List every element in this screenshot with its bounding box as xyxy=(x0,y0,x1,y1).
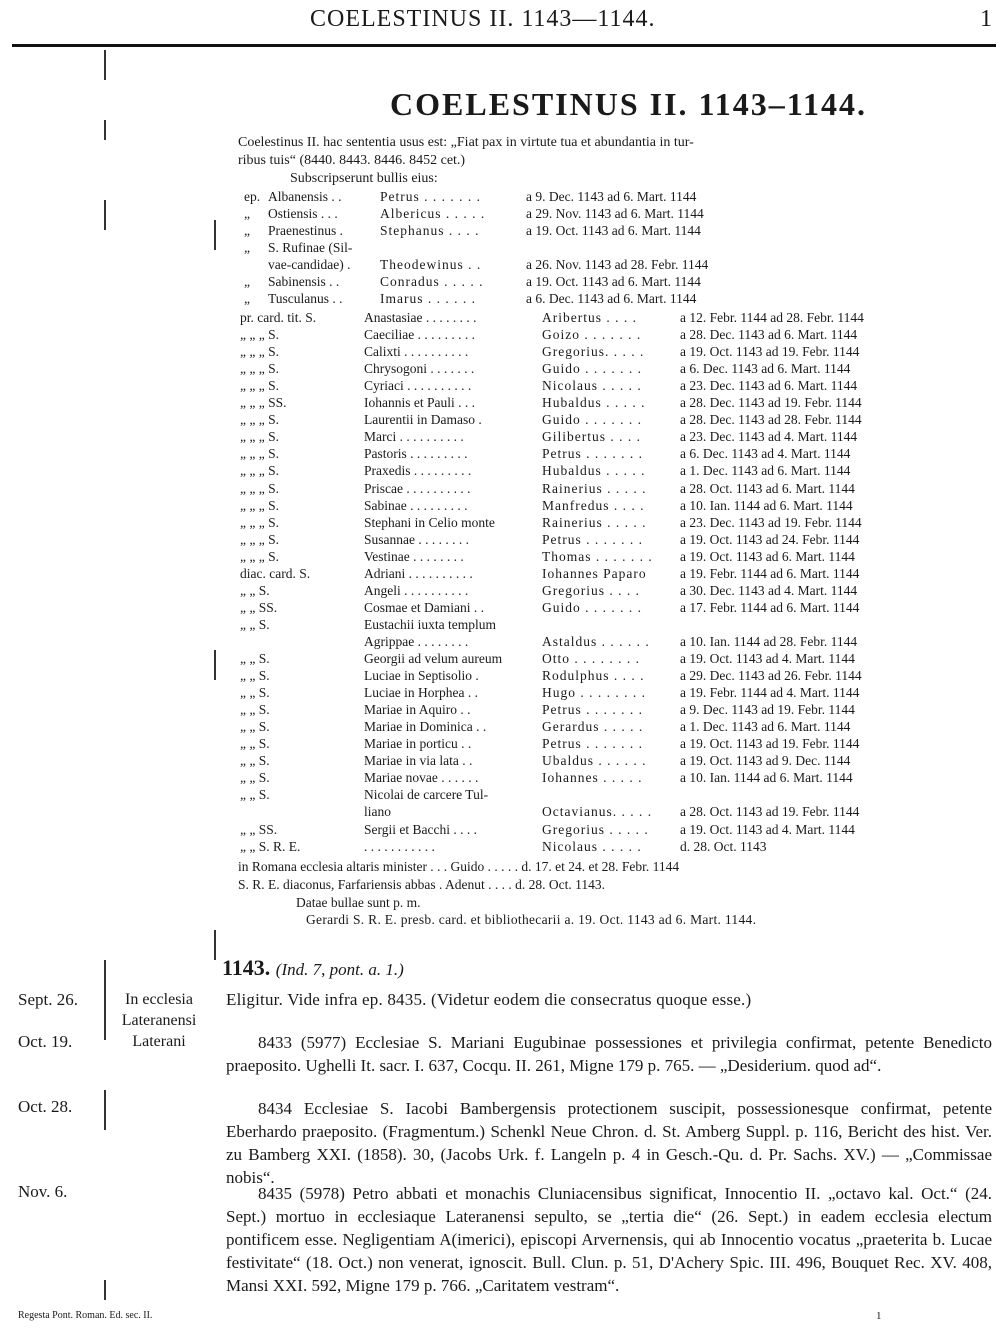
cardinal-prefix: „ „ „ S. xyxy=(240,327,279,343)
cardinal-date: a 19. Oct. 1143 ad 19. Febr. 1144 xyxy=(680,736,860,752)
cardinal-row xyxy=(0,634,1004,651)
cardinal-row xyxy=(0,344,1004,361)
bishop-see: Albanensis . . xyxy=(268,189,342,204)
margin-mark xyxy=(104,50,106,80)
cardinal-name: Nicolaus . . . . . xyxy=(542,838,642,854)
bishop-name: Conradus . . . . . xyxy=(380,274,484,289)
bishop-see: Sabinensis . . xyxy=(268,274,340,289)
cardinal-row xyxy=(0,685,1004,702)
cardinal-church: Luciae in Horphea . . xyxy=(364,685,478,701)
cardinal-date: a 10. Ian. 1144 ad 6. Mart. 1144 xyxy=(680,770,853,786)
bishop-name: Stephanus . . . . xyxy=(380,223,480,238)
entry-place: Laterani xyxy=(132,1033,186,1050)
bishop-date: a 26. Nov. 1143 ad 28. Febr. 1144 xyxy=(526,257,709,272)
cardinal-name: Guido . . . . . . . xyxy=(542,361,642,377)
cardinal-church: Cyriaci . . . . . . . . . . xyxy=(364,378,472,394)
cardinal-church: Georgii ad velum aureum xyxy=(364,651,503,666)
bishop-row xyxy=(0,291,1004,308)
cardinal-name: Petrus . . . . . . . xyxy=(542,736,643,752)
cardinal-name: Nicolaus . . . . . xyxy=(542,378,642,394)
year-heading xyxy=(222,955,404,981)
cardinal-row xyxy=(0,736,1004,753)
cardinal-prefix: „ „ S. xyxy=(240,719,270,735)
entry-text: 8433 (5977) Ecclesiae S. Mariani Eugubinae possessiones et privilegia confirmat, petente Benedicto praeposito. Ughelli It. sacr. I. 637, Cocqu. II. 261, Migne 179 p. 765. — „Desiderium. quod ad“. xyxy=(226,1033,992,1075)
cardinal-prefix: „ „ „ SS. xyxy=(240,395,287,411)
entry-date: Nov. 6. xyxy=(18,1182,68,1201)
cardinal-prefix: „ „ „ S. xyxy=(240,378,279,394)
entry-date: Oct. 28. xyxy=(18,1097,73,1116)
cardinal-church: Caeciliae . . . . . . . . . xyxy=(364,327,475,343)
cardinal-church: Laurentii in Damaso . xyxy=(364,412,482,428)
cardinal-church: Angeli . . . . . . . . . . xyxy=(364,582,469,598)
cardinal-church: Mariae in via lata . . xyxy=(364,753,473,769)
cardinal-church: Susannae . . . . . . . . xyxy=(364,531,469,547)
entry-date: Sept. 26. xyxy=(18,990,78,1009)
cardinal-name: Guido . . . . . . . xyxy=(542,412,642,428)
cardinal-name: Petrus . . . . . . . xyxy=(542,446,643,462)
cardinal-date: a 6. Dec. 1143 ad 4. Mart. 1144 xyxy=(680,446,851,462)
cardinal-date: d. 28. Oct. 1143 xyxy=(680,838,767,854)
bishop-prefix: „ xyxy=(244,274,250,289)
margin-mark xyxy=(214,930,216,960)
cardinal-row xyxy=(0,668,1004,685)
bishop-see: vae-candidae) . xyxy=(268,257,351,272)
header-rule xyxy=(12,44,996,47)
cardinal-row xyxy=(0,822,1004,839)
bishop-row xyxy=(0,223,1004,240)
cardinal-name: Gregorius . . . . xyxy=(542,582,640,598)
running-header xyxy=(0,0,1004,44)
cardinal-date: a 28. Dec. 1143 ad 28. Febr. 1144 xyxy=(680,412,862,428)
cardinal-name: Hugo . . . . . . . . xyxy=(542,685,646,701)
cardinal-name: Guido . . . . . . . xyxy=(542,599,642,615)
cardinal-church: Mariae in Aquiro . . xyxy=(364,702,471,718)
cardinal-date: a 6. Dec. 1143 ad 6. Mart. 1144 xyxy=(680,361,851,377)
cardinal-prefix: „ „ „ S. xyxy=(240,548,279,564)
bishop-row xyxy=(0,189,1004,206)
cardinal-row xyxy=(0,463,1004,480)
cardinal-church: Stephani in Celio monte xyxy=(364,514,495,530)
cardinal-row xyxy=(0,617,1004,634)
bishop-date: a 9. Dec. 1143 ad 6. Mart. 1144 xyxy=(526,189,697,204)
cardinal-prefix: „ „ „ S. xyxy=(240,361,279,377)
cardinal-row xyxy=(0,412,1004,429)
bishop-prefix: „ xyxy=(244,223,250,238)
cardinal-church: Praxedis . . . . . . . . . xyxy=(364,463,472,479)
bishop-name: Theodewinus . . xyxy=(380,257,482,272)
cardinal-church: Sergii et Bacchi . . . . xyxy=(364,821,477,837)
cardinal-church: Eustachii iuxta templum xyxy=(364,616,496,632)
cardinal-date: a 19. Oct. 1143 ad 9. Dec. 1144 xyxy=(680,753,851,769)
cardinal-row xyxy=(0,549,1004,566)
cardinal-row xyxy=(0,702,1004,719)
bishop-prefix: „ xyxy=(244,291,250,306)
cardinal-row xyxy=(0,515,1004,532)
cardinal-prefix: „ „ SS. xyxy=(240,599,278,615)
bishop-see: Tusculanus . . xyxy=(268,291,343,306)
cardinal-name: Gregorius. . . . . xyxy=(542,344,645,360)
bishop-see: Praenestinus . xyxy=(268,223,343,238)
other-line-1: in Romana ecclesia altaris minister . . . Guido . . . . . d. 17. et 24. et 28. Febr. 1144 xyxy=(238,859,680,874)
cardinal-row xyxy=(0,429,1004,446)
cardinal-prefix: „ „ SS. xyxy=(240,821,278,837)
cardinal-row xyxy=(0,770,1004,787)
cardinal-church: Anastasiae . . . . . . . . xyxy=(364,310,477,325)
cardinal-date: a 23. Dec. 1143 ad 6. Mart. 1144 xyxy=(680,378,858,394)
other-line-2: S. R. E. diaconus, Farfariensis abbas . Adenut . . . . d. 28. Oct. 1143. xyxy=(238,877,605,892)
cardinal-prefix: „ „ „ S. xyxy=(240,463,279,479)
cardinal-church: Marci . . . . . . . . . . xyxy=(364,429,464,445)
cardinal-prefix: „ „ S. xyxy=(240,753,270,769)
margin-mark xyxy=(104,120,106,140)
intro-line-3: Subscripserunt bullis eius: xyxy=(290,171,438,186)
cardinal-row xyxy=(0,532,1004,549)
cardinal-date: a 1. Dec. 1143 ad 6. Mart. 1144 xyxy=(680,719,851,735)
cardinal-row xyxy=(0,839,1004,856)
cardinal-name: Thomas . . . . . . . xyxy=(542,548,653,564)
cardinal-row xyxy=(0,583,1004,600)
cardinal-church: Mariae in porticu . . xyxy=(364,736,472,752)
bishop-date: a 19. Oct. 1143 ad 6. Mart. 1144 xyxy=(526,223,701,238)
bishop-date: a 6. Dec. 1143 ad 6. Mart. 1144 xyxy=(526,291,697,306)
cardinal-name: Otto . . . . . . . . xyxy=(542,651,641,666)
cardinal-date: a 19. Oct. 1143 ad 6. Mart. 1144 xyxy=(680,548,855,564)
bishop-date: a 29. Nov. 1143 ad 6. Mart. 1144 xyxy=(526,206,704,221)
cardinal-name: Rodulphus . . . . xyxy=(542,668,645,684)
cardinal-prefix: „ „ S. xyxy=(240,616,270,632)
cardinal-row xyxy=(0,787,1004,804)
cardinal-date: a 19. Oct. 1143 ad 4. Mart. 1144 xyxy=(680,651,855,666)
cardinal-prefix: „ „ „ S. xyxy=(240,497,279,513)
cardinal-name: Iohannes Paparo xyxy=(542,565,647,581)
cardinal-row xyxy=(0,310,1004,327)
entry-text: 8435 (5978) Petro abbati et monachis Cluniacensibus significat, Innocentio II. „octavo kal. Oct.“ (24. Sept.) mortuo in ecclesiaque Lateranensi sepulto, se „tertia die“ (26. Sept.) in eadem ecclesia electum pontificem esse. Negligentiam A(imerici), episcopi Arvernensis, qui ab Innocentio vocatus „praeterita b. Lucae festivitate“ (18. Oct.) non venerat, ignoscit. Bull. Clun. p. 51, D'Achery Spic. III. 496, Bouquet Rec. XV. 408, Mansi XXI. 592, Migne 179 p. 766. „Caritatem vestram“. xyxy=(226,1184,992,1295)
cardinal-row xyxy=(0,446,1004,463)
cardinal-name: Hubaldus . . . . . xyxy=(542,395,646,411)
entry-date: Oct. 19. xyxy=(18,1032,73,1051)
bishop-date: a 19. Oct. 1143 ad 6. Mart. 1144 xyxy=(526,274,701,289)
cardinal-date: a 28. Dec. 1143 ad 6. Mart. 1144 xyxy=(680,327,858,343)
cardinal-date: a 10. Ian. 1144 ad 28. Febr. 1144 xyxy=(680,633,858,649)
cardinal-prefix: „ „ „ S. xyxy=(240,344,279,360)
bishop-prefix: ep. xyxy=(244,189,261,204)
cardinal-name: Hubaldus . . . . . xyxy=(542,463,646,479)
bishop-prefix: „ xyxy=(244,240,250,255)
main-title: COELESTINUS II. 1143–1144. xyxy=(390,86,868,122)
intro-line-1: Coelestinus II. hac sententia usus est: „Fiat pax in virtute tua et abundantia in tur- xyxy=(238,135,694,150)
cardinal-name: Rainerius . . . . . xyxy=(542,514,647,530)
cardinal-prefix: „ „ „ S. xyxy=(240,531,279,547)
cardinal-row xyxy=(0,600,1004,617)
bishop-row xyxy=(0,274,1004,291)
running-title: COELESTINUS II. 1143—1144. xyxy=(310,6,656,32)
cardinal-name: Manfredus . . . . xyxy=(542,497,645,513)
bishop-see: S. Rufinae (Sil- xyxy=(268,240,353,255)
other-line-4: Gerardi S. R. E. presb. card. et bibliothecarii a. 19. Oct. 1143 ad 6. Mart. 1144. xyxy=(306,912,757,927)
cardinal-row xyxy=(0,361,1004,378)
cardinal-row xyxy=(0,395,1004,412)
cardinal-name: Gilibertus . . . . xyxy=(542,429,641,445)
cardinal-name: Ubaldus . . . . . . xyxy=(542,753,647,769)
other-line-3: Datae bullae sunt p. m. xyxy=(296,895,421,910)
cardinal-prefix: diac. card. S. xyxy=(240,565,311,581)
cardinal-prefix: „ „ S. xyxy=(240,770,270,786)
cardinal-prefix: „ „ S. xyxy=(240,582,270,598)
cardinal-church: Mariae in Dominica . . xyxy=(364,719,487,735)
cardinal-prefix: „ „ „ S. xyxy=(240,514,279,530)
indiction: (Ind. 7, pont. a. 1.) xyxy=(275,960,404,979)
cardinal-name: Octavianus. . . . . xyxy=(542,804,653,820)
cardinal-date: a 9. Dec. 1143 ad 19. Febr. 1144 xyxy=(680,702,855,718)
cardinal-date: a 1. Dec. 1143 ad 6. Mart. 1144 xyxy=(680,463,851,479)
cardinal-church: Priscae . . . . . . . . . . xyxy=(364,480,471,496)
cardinal-row xyxy=(0,719,1004,736)
cardinal-name: Petrus . . . . . . . xyxy=(542,531,643,547)
cardinal-date: a 10. Ian. 1144 ad 6. Mart. 1144 xyxy=(680,497,853,513)
footer-signature: 1 xyxy=(876,1310,882,1322)
cardinal-date: a 19. Oct. 1143 ad 24. Febr. 1144 xyxy=(680,531,860,547)
margin-mark xyxy=(104,960,106,1040)
footer-left: Regesta Pont. Roman. Ed. sec. II. xyxy=(18,1310,153,1321)
entry-place: In ecclesia Lateranensi xyxy=(121,991,197,1029)
cardinal-row xyxy=(0,498,1004,515)
bishop-row xyxy=(0,206,1004,223)
cardinal-prefix: pr. card. tit. S. xyxy=(240,310,317,325)
cardinal-prefix: „ „ S. xyxy=(240,651,270,666)
cardinal-row xyxy=(0,566,1004,583)
cardinal-prefix: „ „ S. xyxy=(240,736,270,752)
cardinal-date: a 12. Febr. 1144 ad 28. Febr. 1144 xyxy=(680,310,864,325)
cardinal-church: Vestinae . . . . . . . . xyxy=(364,548,464,564)
cardinal-date: a 19. Febr. 1144 ad 4. Mart. 1144 xyxy=(680,685,860,701)
cardinal-name: Goizo . . . . . . . xyxy=(542,327,642,343)
cardinal-church: Agrippae . . . . . . . . xyxy=(364,633,469,649)
cardinal-row xyxy=(0,753,1004,770)
bishop-name: Petrus . . . . . . . xyxy=(380,189,481,204)
cardinal-row xyxy=(0,481,1004,498)
cardinal-prefix: „ „ S. xyxy=(240,702,270,718)
cardinal-date: a 28. Oct. 1143 ad 19. Febr. 1144 xyxy=(680,804,860,820)
cardinal-date: a 28. Oct. 1143 ad 6. Mart. 1144 xyxy=(680,480,855,496)
bishop-name: Imarus . . . . . . xyxy=(380,291,476,306)
cardinal-date: a 30. Dec. 1143 ad 4. Mart. 1144 xyxy=(680,582,858,598)
cardinal-church: Iohannis et Pauli . . . xyxy=(364,395,475,411)
bishop-row xyxy=(0,257,1004,274)
year: 1143. xyxy=(222,955,271,980)
margin-mark xyxy=(104,1090,106,1130)
cardinal-date: a 19. Oct. 1143 ad 19. Febr. 1144 xyxy=(680,344,860,360)
cardinal-church: . . . . . . . . . . . xyxy=(364,838,435,854)
cardinal-date: a 19. Febr. 1144 ad 6. Mart. 1144 xyxy=(680,565,860,581)
cardinal-church: Mariae novae . . . . . . xyxy=(364,770,479,786)
cardinal-church: Calixti . . . . . . . . . . xyxy=(364,344,469,360)
cardinal-prefix: „ „ „ S. xyxy=(240,480,279,496)
bishop-prefix: „ xyxy=(244,206,250,221)
cardinal-prefix: „ „ S. xyxy=(240,685,270,701)
cardinal-date: a 17. Febr. 1144 ad 6. Mart. 1144 xyxy=(680,599,860,615)
cardinal-name: Astaldus . . . . . . xyxy=(542,633,650,649)
cardinal-prefix: „ „ S. xyxy=(240,787,270,803)
cardinal-name: Aribertus . . . . xyxy=(542,310,637,325)
entry-text: 8434 Ecclesiae S. Iacobi Bambergensis protectionem suscipit, possessionesque confirmat, petente Eberhardo praeposito. (Fragmentum.) Schenkl Neue Chron. d. St. Amberg Suppl. p. 116, Bericht des hist. Ver. zu Bamberg XXI. (1858). 30, (Jacobs Urk. f. Langeln p. 4 in Gesch.-Qu. d. Pr. Sachs. XV.) — „Commissae nobis“. xyxy=(226,1099,992,1187)
cardinal-prefix: „ „ S. xyxy=(240,668,270,684)
cardinal-church: Chrysogoni . . . . . . . xyxy=(364,361,475,377)
bishop-see: Ostiensis . . . xyxy=(268,206,338,221)
cardinal-date: a 23. Dec. 1143 ad 19. Febr. 1144 xyxy=(680,514,862,530)
bishop-row xyxy=(0,240,1004,257)
cardinal-church: Pastoris . . . . . . . . . xyxy=(364,446,468,462)
cardinal-prefix: „ „ „ S. xyxy=(240,429,279,445)
cardinal-church: Luciae in Septisolio . xyxy=(364,668,479,684)
cardinal-name: Rainerius . . . . . xyxy=(542,480,647,496)
cardinal-name: Petrus . . . . . . . xyxy=(542,702,643,718)
cardinal-row xyxy=(0,327,1004,344)
cardinal-name: Gregorius . . . . . xyxy=(542,821,649,837)
cardinal-church: Cosmae et Damiani . . xyxy=(364,599,484,615)
cardinal-row xyxy=(0,378,1004,395)
cardinal-church: liano xyxy=(364,804,391,820)
cardinal-church: Sabinae . . . . . . . . . xyxy=(364,497,468,513)
cardinal-name: Gerardus . . . . . xyxy=(542,719,644,735)
cardinal-church: Adriani . . . . . . . . . . xyxy=(364,565,473,581)
bishop-name: Albericus . . . . . xyxy=(380,206,486,221)
cardinal-prefix: „ „ „ S. xyxy=(240,412,279,428)
cardinal-date: a 28. Dec. 1143 ad 19. Febr. 1144 xyxy=(680,395,862,411)
margin-mark xyxy=(104,1280,106,1300)
cardinal-prefix: „ „ S. R. E. xyxy=(240,838,301,854)
cardinal-church: Nicolai de carcere Tul- xyxy=(364,787,489,803)
entry-text: Eligitur. Vide infra ep. 8435. (Videtur eodem die consecratus quoque esse.) xyxy=(226,990,752,1009)
cardinal-name: Iohannes . . . . . xyxy=(542,770,643,786)
cardinal-row xyxy=(0,804,1004,821)
cardinal-date: a 19. Oct. 1143 ad 4. Mart. 1144 xyxy=(680,821,855,837)
cardinal-row xyxy=(0,651,1004,668)
intro-line-2: ribus tuis“ (8440. 8443. 8446. 8452 cet.) xyxy=(238,153,466,168)
cardinal-date: a 29. Dec. 1143 ad 26. Febr. 1144 xyxy=(680,668,862,684)
cardinal-date: a 23. Dec. 1143 ad 4. Mart. 1144 xyxy=(680,429,858,445)
cardinal-prefix: „ „ „ S. xyxy=(240,446,279,462)
page-number: 1 xyxy=(980,6,992,32)
